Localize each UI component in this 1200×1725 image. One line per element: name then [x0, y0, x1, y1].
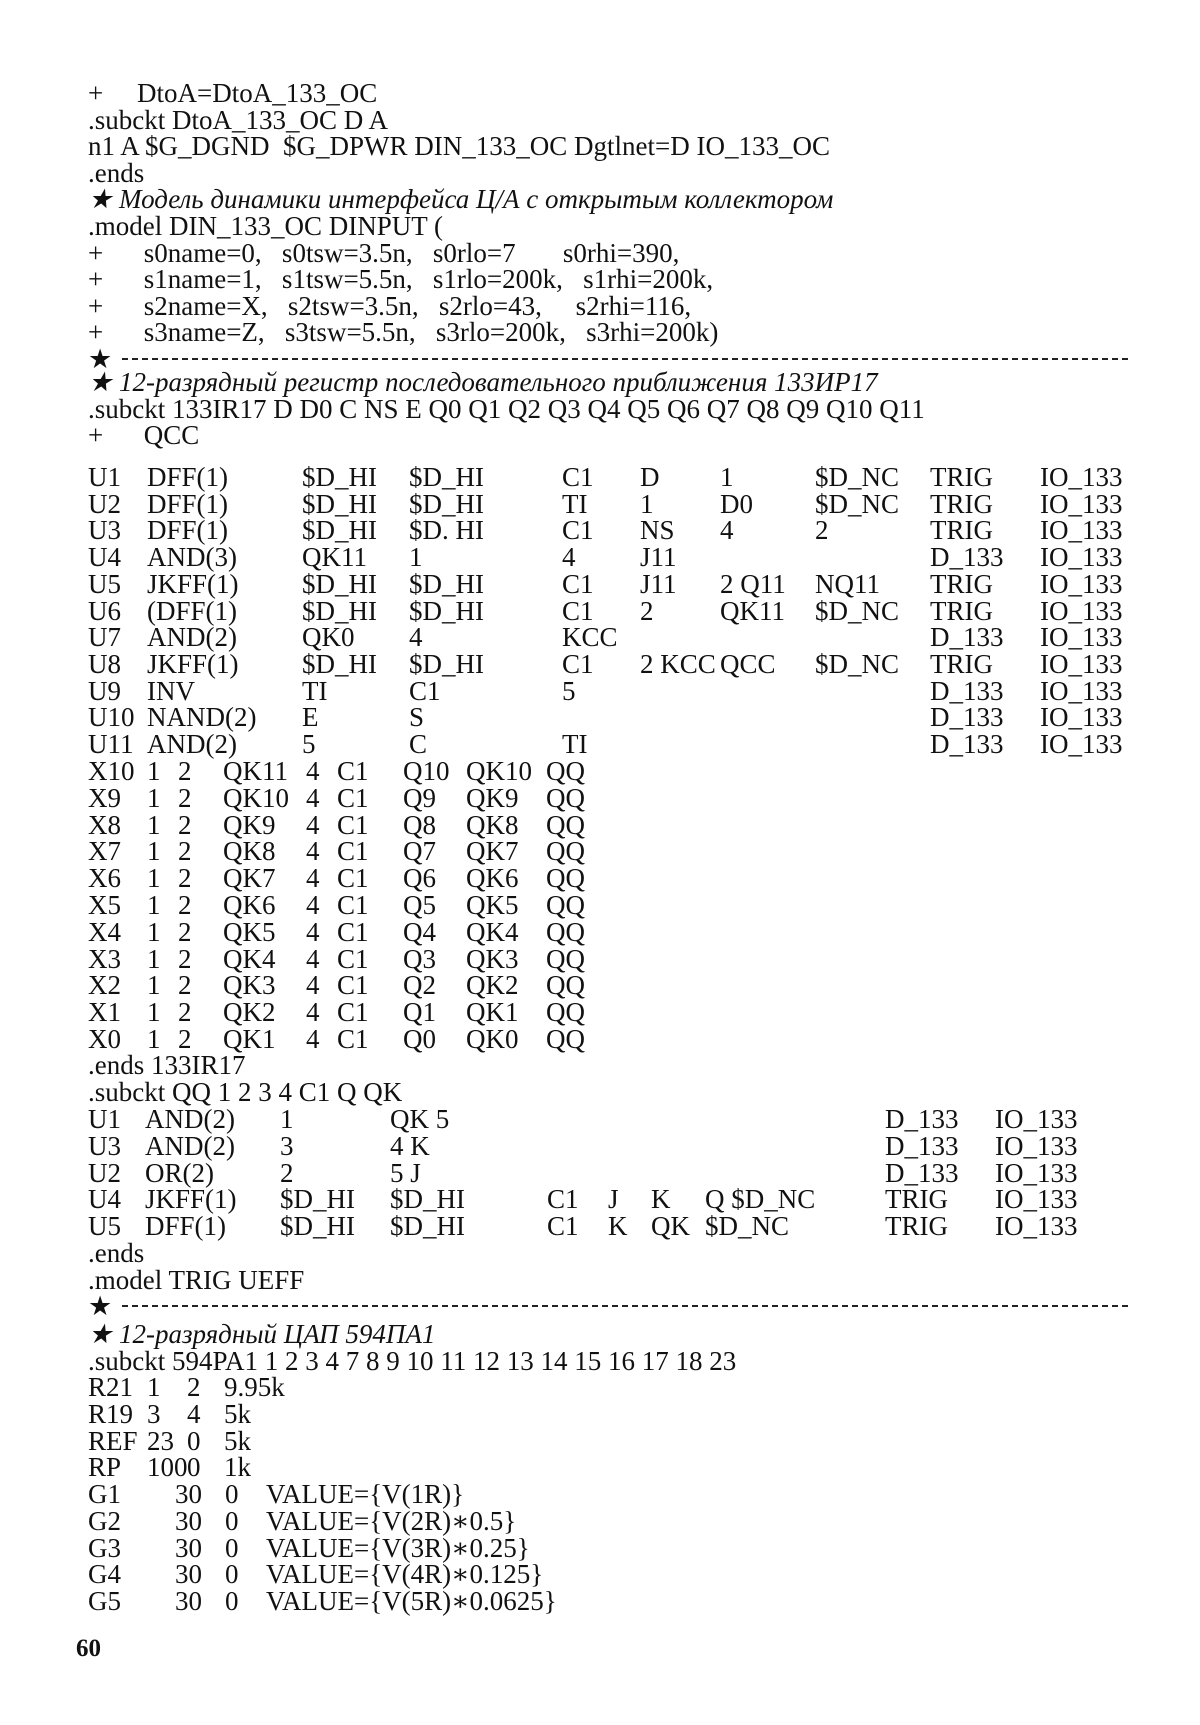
netlist-field: 30 [175, 1532, 202, 1563]
netlist-field: 1 [147, 836, 161, 867]
netlist-field: 1 [640, 488, 654, 519]
netlist-field: $D_HI [302, 515, 377, 546]
netlist-field: 0 [187, 1452, 201, 1483]
netlist-field: X7 [88, 836, 121, 867]
comment-rule [122, 358, 1128, 360]
netlist-field: 4 [306, 863, 320, 894]
listing-line: ★ [88, 1291, 113, 1322]
netlist-field: 30 [175, 1505, 202, 1536]
netlist-field: U9 [88, 675, 121, 706]
netlist-field: TI [302, 675, 328, 706]
netlist-field: E [302, 702, 319, 733]
netlist-field: D_133 [930, 729, 1004, 759]
netlist-field: $D_HI [409, 462, 484, 492]
netlist-field: VALUE={V(5R)∗0.0625} [266, 1586, 557, 1617]
netlist-field: QQ [546, 997, 585, 1028]
netlist-field: 2 [178, 809, 192, 840]
listing-line: + s2name=X, s2tsw=3.5n, s2rlo=43, s2rhi=116, [88, 290, 692, 321]
netlist-field: 1 [409, 542, 423, 573]
netlist-field: J11 [640, 542, 677, 573]
netlist-field: $D_HI [390, 1184, 465, 1215]
netlist-field: $D_NC [815, 488, 900, 519]
netlist-field: 5k [224, 1425, 251, 1456]
netlist-field: 2 [178, 890, 192, 920]
netlist-field: TRIG [885, 1211, 948, 1242]
netlist-field: 1 [147, 809, 161, 840]
netlist-field: IO_133 [1040, 488, 1123, 519]
netlist-field: QK11 [720, 595, 785, 626]
netlist-field: $D_HI [302, 595, 377, 626]
netlist-field: $D_HI [409, 595, 484, 626]
netlist-field: QK 5 [390, 1104, 450, 1134]
listing-line: .subckt DtoA_133_OC D A [88, 104, 389, 135]
netlist-field: TRIG [885, 1184, 948, 1215]
netlist-field: 1 [147, 943, 161, 974]
netlist-field: JKFF(1) [147, 568, 239, 599]
netlist-field: 3 [147, 1398, 161, 1429]
listing-line: ★ 12-разрядный ЦАП 594ПА1 [88, 1319, 436, 1349]
netlist-field: QK5 [223, 916, 276, 947]
netlist-field: Q1 [403, 997, 436, 1028]
netlist-field: G4 [88, 1559, 121, 1590]
netlist-field: 2 [178, 756, 192, 786]
netlist-field: $D_HI [302, 648, 377, 679]
netlist-field: IO_133 [995, 1184, 1078, 1215]
netlist-field: Q6 [403, 863, 436, 894]
netlist-field: OR(2) [145, 1157, 214, 1188]
netlist-field: Q9 [403, 782, 436, 813]
netlist-field: QK10 [466, 756, 532, 786]
netlist-field: IO_133 [1040, 595, 1123, 626]
netlist-field: DFF(1) [145, 1211, 227, 1242]
netlist-field: QK5 [466, 890, 519, 920]
netlist-field: QK3 [466, 943, 519, 974]
netlist-field: $D_HI [409, 568, 484, 599]
netlist-field: 4 [306, 756, 320, 786]
netlist-field: U4 [88, 1184, 121, 1215]
netlist-field: U1 [88, 462, 121, 492]
netlist-field: QK0 [302, 622, 355, 653]
netlist-field: QK2 [223, 997, 276, 1028]
netlist-field: KCC [562, 622, 618, 653]
netlist-field: 4 [306, 809, 320, 840]
netlist-field: D [640, 462, 660, 492]
netlist-field: S [409, 702, 425, 733]
netlist-field: VALUE={V(2R)∗0.5} [266, 1505, 517, 1536]
netlist-field: J [608, 1184, 619, 1215]
netlist-field: VALUE={V(1R)} [266, 1479, 465, 1509]
netlist-field: D_133 [885, 1157, 959, 1188]
netlist-field: 4 [562, 542, 576, 573]
netlist-field: 2 [178, 970, 192, 1001]
netlist-field: Q8 [403, 809, 436, 840]
netlist-field: 1 [147, 890, 161, 920]
netlist-field: 1 [147, 1372, 161, 1402]
netlist-field: C1 [337, 782, 369, 813]
netlist-field: QK4 [466, 916, 519, 947]
netlist-field: 23 [147, 1425, 174, 1456]
netlist-field: 2 [178, 863, 192, 894]
netlist-field: D_133 [930, 622, 1004, 653]
netlist-field: 4 [306, 997, 320, 1028]
netlist-field: Q4 [403, 916, 436, 947]
netlist-field: 0 [225, 1532, 239, 1563]
netlist-field: 4 [306, 836, 320, 867]
netlist-field: QK8 [223, 836, 276, 867]
netlist-field: 2 Q11 [720, 568, 786, 599]
listing-line: .ends [88, 157, 145, 188]
listing-line: + QCC [88, 420, 200, 451]
netlist-field: Q5 [403, 890, 436, 920]
netlist-field: C1 [337, 863, 369, 894]
netlist-field: 1 [147, 916, 161, 947]
netlist-field: 4 [306, 943, 320, 974]
netlist-field: C1 [337, 943, 369, 974]
netlist-field: C1 [409, 675, 441, 706]
netlist-field: U10 [88, 702, 135, 733]
netlist-field: INV [147, 675, 195, 706]
netlist-field: 1 [147, 1024, 161, 1054]
netlist-field: U3 [88, 1130, 121, 1161]
netlist-field: 2 [178, 782, 192, 813]
netlist-field: D_133 [885, 1130, 959, 1161]
netlist-field: 5 [562, 675, 576, 706]
netlist-field: 1k [224, 1452, 251, 1483]
netlist-field: 2 [178, 1024, 192, 1054]
listing-line: .subckt QQ 1 2 3 4 C1 Q QK [88, 1076, 403, 1107]
netlist-field: AND(2) [147, 729, 237, 759]
netlist-field: $D_HI [390, 1211, 465, 1242]
netlist-field: VALUE={V(4R)∗0.125} [266, 1559, 544, 1590]
netlist-field: 2 [280, 1157, 294, 1188]
netlist-field: TRIG [930, 568, 993, 599]
netlist-field: U2 [88, 488, 121, 519]
netlist-field: $D_HI [409, 648, 484, 679]
netlist-field: C1 [337, 836, 369, 867]
netlist-field: 2 [178, 916, 192, 947]
listing-line: .ends [88, 1238, 145, 1268]
netlist-field: $D. HI [409, 515, 484, 546]
netlist-field: 5 [302, 729, 316, 759]
netlist-field: U5 [88, 1211, 121, 1242]
netlist-field: QK6 [466, 863, 519, 894]
netlist-field: 0 [225, 1505, 239, 1536]
netlist-field: AND(2) [145, 1130, 235, 1161]
netlist-field: 2 [178, 836, 192, 867]
netlist-field: $D_NC [705, 1211, 790, 1242]
netlist-field: K [651, 1184, 671, 1215]
netlist-field: G3 [88, 1532, 121, 1563]
netlist-field: Q $D_NC [705, 1184, 816, 1215]
netlist-field: TI [562, 488, 588, 519]
netlist-field: 2 [815, 515, 829, 546]
netlist-field: QK3 [223, 970, 276, 1001]
netlist-field: 4 [306, 916, 320, 947]
netlist-field: 30 [175, 1479, 202, 1509]
netlist-field: $D_HI [302, 488, 377, 519]
netlist-field: R19 [88, 1398, 134, 1429]
netlist-field: Q2 [403, 970, 436, 1001]
netlist-field: 4 [409, 622, 423, 653]
netlist-field: QQ [546, 970, 585, 1001]
listing-line: ★ 12-разрядный регистр последовательного приближения 133ИР17 [88, 367, 878, 397]
netlist-field: G1 [88, 1479, 121, 1509]
listing-line: + s3name=Z, s3tsw=5.5n, s3rlo=200k, s3rhi=200k) [88, 317, 719, 348]
netlist-field: X2 [88, 970, 121, 1001]
netlist-field: QK11 [223, 756, 288, 786]
listing-line: .ends 133IR17 [88, 1050, 246, 1080]
netlist-field: IO_133 [1040, 702, 1123, 733]
netlist-field: QQ [546, 916, 585, 947]
netlist-field: U5 [88, 568, 121, 599]
netlist-field: (DFF(1) [147, 595, 238, 626]
listing-line: .model TRIG UEFF [88, 1264, 305, 1295]
netlist-field: QK7 [466, 836, 519, 867]
netlist-field: X0 [88, 1024, 121, 1054]
netlist-field: IO_133 [1040, 462, 1123, 492]
netlist-field: 4 [720, 515, 734, 546]
netlist-field: C1 [337, 756, 369, 786]
netlist-field: QQ [546, 782, 585, 813]
netlist-field: U6 [88, 595, 121, 626]
netlist-field: $D_HI [280, 1184, 355, 1215]
netlist-field: 0 [225, 1559, 239, 1590]
netlist-field: D_133 [930, 542, 1004, 573]
netlist-field: QK1 [466, 997, 519, 1028]
netlist-field: QCC [720, 648, 776, 679]
netlist-field: QQ [546, 756, 585, 786]
comment-rule [122, 1305, 1128, 1307]
netlist-field: DFF(1) [147, 462, 229, 492]
netlist-field: QK2 [466, 970, 519, 1001]
netlist-field: X3 [88, 943, 121, 974]
netlist-field: QQ [546, 1024, 585, 1054]
netlist-field: X10 [88, 756, 135, 786]
netlist-field: U7 [88, 622, 121, 653]
netlist-field: C1 [337, 890, 369, 920]
netlist-field: 4 [306, 1024, 320, 1054]
netlist-field: 2 [187, 1372, 201, 1402]
netlist-field: DFF(1) [147, 515, 229, 546]
netlist-field: G5 [88, 1586, 121, 1617]
netlist-field: TRIG [930, 462, 993, 492]
netlist-field: NQ11 [815, 568, 880, 599]
netlist-field: K [608, 1211, 628, 1242]
netlist-field: IO_133 [1040, 515, 1123, 546]
netlist-field: JKFF(1) [145, 1184, 237, 1215]
page-number: 60 [76, 1635, 101, 1662]
netlist-field: IO_133 [1040, 675, 1123, 706]
netlist-field: Q7 [403, 836, 436, 867]
netlist-field: $D_HI [280, 1211, 355, 1242]
netlist-field: 30 [175, 1586, 202, 1617]
netlist-field: QQ [546, 943, 585, 974]
netlist-field: D0 [720, 488, 753, 519]
netlist-field: 5 J [390, 1157, 421, 1188]
netlist-field: C1 [337, 970, 369, 1001]
netlist-field: 4 [187, 1398, 201, 1429]
netlist-field: IO_133 [1040, 568, 1123, 599]
netlist-field: IO_133 [1040, 729, 1123, 759]
listing-line: ★ Модель динамики интерфейса Ц/А с открытым коллектором [88, 184, 834, 215]
netlist-field: C1 [337, 1024, 369, 1054]
netlist-field: QQ [546, 836, 585, 867]
netlist-field: 3 [280, 1130, 294, 1161]
netlist-field: X9 [88, 782, 121, 813]
netlist-field: QK0 [466, 1024, 519, 1054]
netlist-field: AND(2) [145, 1104, 235, 1134]
netlist-field: DFF(1) [147, 488, 229, 519]
netlist-field: 2 KCC [640, 648, 716, 679]
netlist-field: QK4 [223, 943, 276, 974]
netlist-field: QK1 [223, 1024, 276, 1054]
netlist-field: C1 [562, 515, 594, 546]
netlist-field: IO_133 [1040, 622, 1123, 653]
netlist-field: 1 [147, 997, 161, 1028]
netlist-field: U1 [88, 1104, 121, 1134]
netlist-field: AND(3) [147, 542, 237, 573]
netlist-field: Q10 [403, 756, 450, 786]
netlist-field: 5k [224, 1398, 251, 1429]
netlist-field: JKFF(1) [147, 648, 239, 679]
netlist-field: 1 [720, 462, 734, 492]
netlist-field: C1 [337, 809, 369, 840]
netlist-field: QK8 [466, 809, 519, 840]
netlist-field: IO_133 [1040, 542, 1123, 573]
netlist-field: U2 [88, 1157, 121, 1188]
netlist-field: Q3 [403, 943, 436, 974]
netlist-field: 9.95k [224, 1372, 285, 1402]
netlist-field: J11 [640, 568, 677, 599]
netlist-field: 4 K [390, 1130, 430, 1161]
netlist-field: D_133 [930, 702, 1004, 733]
netlist-field: $D_NC [815, 462, 900, 492]
netlist-field: NAND(2) [147, 702, 257, 733]
netlist-field: IO_133 [995, 1157, 1078, 1188]
netlist-field: U3 [88, 515, 121, 546]
netlist-field: QK11 [302, 542, 367, 573]
netlist-field: AND(2) [147, 622, 237, 653]
netlist-field: Q0 [403, 1024, 436, 1054]
netlist-field: QK10 [223, 782, 289, 813]
netlist-field: QK7 [223, 863, 276, 894]
netlist-field: QK9 [223, 809, 276, 840]
netlist-field: C1 [337, 916, 369, 947]
netlist-field: TRIG [930, 515, 993, 546]
netlist-field: 4 [306, 970, 320, 1001]
netlist-field: C1 [562, 648, 594, 679]
netlist-field: X6 [88, 863, 121, 894]
netlist-field: U11 [88, 729, 134, 759]
netlist-field: U8 [88, 648, 121, 679]
netlist-field: 0 [187, 1425, 201, 1456]
netlist-field: 1 [147, 756, 161, 786]
netlist-field: R21 [88, 1372, 134, 1402]
netlist-field: C [409, 729, 428, 759]
netlist-field: TRIG [930, 595, 993, 626]
netlist-field: IO_133 [995, 1104, 1078, 1134]
netlist-field: G2 [88, 1505, 121, 1536]
netlist-field: X5 [88, 890, 121, 920]
listing-line: .model DIN_133_OC DINPUT ( [88, 211, 443, 241]
netlist-field: 1 [147, 970, 161, 1001]
netlist-field: QQ [546, 809, 585, 840]
netlist-field: $D_NC [815, 595, 900, 626]
listing-line: .subckt 133IR17 D D0 C NS E Q0 Q1 Q2 Q3 Q4 Q5 Q6 Q7 Q8 Q9 Q10 Q11 [88, 393, 925, 424]
netlist-field: IO_133 [995, 1130, 1078, 1161]
netlist-field: 0 [225, 1479, 239, 1509]
netlist-field: TRIG [930, 648, 993, 679]
netlist-field: $D_HI [409, 488, 484, 519]
listing-line: + s1name=1, s1tsw=5.5n, s1rlo=200k, s1rhi=200k, [88, 264, 714, 295]
netlist-field: QQ [546, 863, 585, 894]
netlist-field: C1 [562, 595, 594, 626]
netlist-field: TRIG [930, 488, 993, 519]
netlist-field: 4 [306, 782, 320, 813]
netlist-field: 100 [147, 1452, 188, 1483]
netlist-field: $D_HI [302, 568, 377, 599]
netlist-field: 1 [280, 1104, 294, 1134]
netlist-field: C1 [547, 1211, 579, 1242]
netlist-field: VALUE={V(3R)∗0.25} [266, 1532, 530, 1563]
netlist-field: C1 [562, 568, 594, 599]
netlist-field: $D_NC [815, 648, 900, 679]
netlist-field: U4 [88, 542, 121, 573]
listing-line: n1 A $G_DGND $G_DPWR DIN_133_OC Dgtlnet=D IO_133_OC [88, 131, 830, 162]
netlist-field: RP [88, 1452, 122, 1483]
netlist-field: C1 [547, 1184, 579, 1215]
netlist-field: C1 [337, 997, 369, 1028]
netlist-field: 1 [147, 863, 161, 894]
netlist-field: X4 [88, 916, 121, 947]
netlist-field: 4 [306, 890, 320, 920]
netlist-field: D_133 [930, 675, 1004, 706]
listing-line: + DtoA=DtoA_133_OC [88, 78, 378, 108]
netlist-field: 2 [178, 943, 192, 974]
netlist-field: REF [88, 1425, 138, 1456]
listing-line: .subckt 594PA1 1 2 3 4 7 8 9 10 11 12 13 14 15 16 17 18 23 [88, 1345, 737, 1376]
netlist-field: TI [562, 729, 588, 759]
netlist-field: 1 [147, 782, 161, 813]
netlist-field: IO_133 [995, 1211, 1078, 1242]
listing-line: + s0name=0, s0tsw=3.5n, s0rlo=7 s0rhi=390, [88, 237, 680, 268]
netlist-field: IO_133 [1040, 648, 1123, 679]
netlist-field: QK6 [223, 890, 276, 920]
netlist-field: 2 [178, 997, 192, 1028]
netlist-field: QK [651, 1211, 690, 1242]
netlist-field: 2 [640, 595, 654, 626]
netlist-field: NS [640, 515, 675, 546]
listing-line: ★ [88, 344, 113, 374]
netlist-field: $D_HI [302, 462, 377, 492]
netlist-field: X8 [88, 809, 121, 840]
netlist-field: D_133 [885, 1104, 959, 1134]
netlist-field: 0 [225, 1586, 239, 1617]
netlist-field: QQ [546, 890, 585, 920]
netlist-field: 30 [175, 1559, 202, 1590]
netlist-field: C1 [562, 462, 594, 492]
netlist-field: QK9 [466, 782, 519, 813]
netlist-field: X1 [88, 997, 121, 1028]
